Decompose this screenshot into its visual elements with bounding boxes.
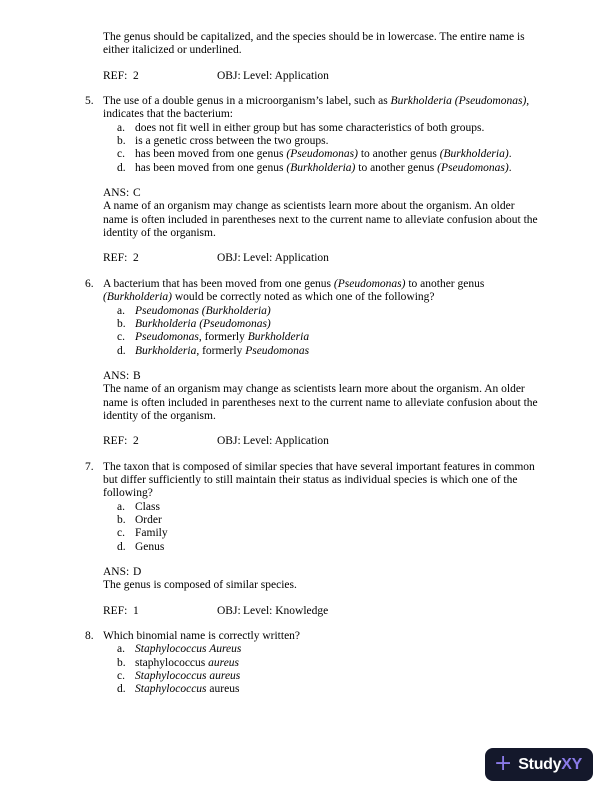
italic-text: aureus [208,656,240,669]
option-row [117,527,555,540]
option-row [117,541,555,554]
option-row [117,331,555,344]
italic-text: Burkholderia (Pseudomonas) [135,317,271,330]
text-run: The genus should be capitalized, and the species should be in lowercase. The entire name is [103,31,525,43]
italic-text: Burkholderia [135,344,197,357]
italic-text: (Burkholderia) [103,291,172,304]
text-run: to another genus [357,148,440,161]
stem-line [103,278,555,291]
ref-line [103,605,555,618]
text-run: has been moved from one genus [135,148,287,161]
text-run: would be correctly noted as which one of the following? [171,291,435,304]
option-text [135,514,555,527]
answer-line [103,187,555,200]
option-row [117,135,555,148]
text-run: aureus [206,683,240,696]
text-run: The taxon that is composed of similar species that have several important features in common [103,460,535,473]
option-letter: c. [117,148,125,161]
option-letter: c. [117,527,125,540]
ref-label: REF: [103,252,128,265]
obj-value: Level: Application [243,252,329,265]
option-text [135,345,555,358]
text-run: . [508,161,512,174]
text-run: , formerly [196,344,246,357]
option-row [117,162,555,175]
option-text [135,135,555,148]
italic-text: Pseudomonas (Burkholderia) [135,304,271,317]
ans-value: B [133,369,141,382]
option-row [117,501,555,514]
feedback-continuation [103,31,555,58]
option-text [135,148,555,161]
text-run: . [508,148,512,161]
text-run: A bacterium that has been moved from one genus [103,277,334,290]
option-row [117,122,555,135]
text-run: name is often included in parentheses next to the current name to alleviate confusion about the [103,396,538,409]
option-row [117,683,555,696]
brand-study: Study [518,755,562,773]
obj-value: Level: Application [243,69,329,82]
text-run: to another genus [405,277,485,290]
ans-value: D [133,566,142,578]
option-text [135,683,555,696]
text-run: Genus [135,540,165,553]
feedback-line [103,214,555,227]
option-text [135,331,555,344]
option-letter: b. [117,656,126,669]
feedback-line [103,44,555,57]
feedback-line [103,410,555,423]
obj-label: OBJ: [217,435,241,448]
ref-label: REF: [103,604,128,617]
obj-label: OBJ: [217,252,241,265]
italic-text: (Burkholderia) [286,161,356,174]
option-letter: a. [117,304,125,317]
stem-line [103,461,555,474]
ref-line [103,252,555,265]
feedback-line [103,579,555,592]
text-run: does not fit well in either group but has some characteristics of both groups. [135,121,485,134]
option-letter: b. [117,317,126,330]
italic-text: Pseudomonas [245,344,310,357]
text-run: either italicized or underlined. [103,44,242,57]
question-block [85,95,555,175]
question-body [103,630,555,697]
ans-label: ANS: [103,187,130,200]
text-run: name is often included in parentheses next to the current name to alleviate confusion about the [103,213,538,226]
option-text [135,541,555,554]
feedback-line [103,397,555,410]
question-body [103,95,555,175]
ans-label: ANS: [103,369,130,382]
ans-label: ANS: [103,566,130,578]
option-letter: c. [117,670,125,683]
option-letter: a. [117,500,125,513]
ref-line [103,70,555,83]
stem-line [103,487,555,500]
obj-label: OBJ: [217,69,241,82]
text-run: Family [135,527,168,540]
ref-label: REF: [103,69,128,82]
option-row [117,318,555,331]
question-body [103,461,555,554]
stem-line [103,474,555,487]
option-text [135,122,555,135]
question-block [85,461,555,554]
option-text [135,162,555,175]
option-letter: d. [117,540,126,553]
question-number: 8. [85,630,94,643]
brand-text [518,755,582,773]
stem-line [103,291,555,304]
italic-text: (Burkholderia) [439,148,509,161]
text-run: , formerly [198,331,248,344]
text-run: A name of an organism may change as scientists learn more about the organism. An older [103,200,515,213]
option-row [117,345,555,358]
italic-text: (Pseudomonas) [333,277,406,290]
stem-line [103,108,555,121]
text-run: identity of the organism. [103,227,216,240]
italic-text: Pseudomonas [135,331,199,344]
option-row [117,148,555,161]
option-letter: a. [117,643,125,656]
italic-text: Staphylococcus [135,683,207,696]
text-run: but differ sufficiently to still maintain their status as individual species is which one of the [103,473,518,486]
option-text [135,318,555,331]
option-text [135,305,555,318]
option-text [135,527,555,540]
option-letter: a. [117,121,125,134]
option-text [135,657,555,670]
text-run: following? [103,487,153,500]
ref-value: 2 [133,69,139,82]
question-body [103,278,555,358]
question-number: 7. [85,460,94,473]
italic-text: (Pseudomonas) [286,148,358,161]
answer-block [103,566,555,593]
plus-icon: + [493,750,513,776]
italic-text: Burkholderia (Pseudomonas), [390,95,530,108]
italic-text: (Pseudomonas) [437,161,509,174]
text-run: to another genus [355,161,438,174]
ref-value: 2 [133,252,139,265]
question-number: 5. [85,95,94,108]
ref-value: 2 [133,435,139,448]
option-text [135,670,555,683]
option-row [117,305,555,318]
option-letter: b. [117,135,126,148]
obj-value: Level: Knowledge [243,604,329,617]
ref-label: REF: [103,435,128,448]
italic-text: Burkholderia [247,331,310,344]
stem-line [103,95,555,108]
text-run: staphylococcus [135,656,209,669]
option-letter: d. [117,161,126,174]
italic-text: Staphylococcus Aureus [135,643,242,656]
feedback-line [103,200,555,213]
text-run: Order [135,513,162,526]
text-run: identity of the organism. [103,409,216,422]
option-row [117,670,555,683]
text-run: is a genetic cross between the two groups. [135,135,329,148]
question-block [85,630,555,697]
option-row [117,643,555,656]
question-number: 6. [85,277,94,290]
option-letter: d. [117,683,126,696]
answer-line [103,370,555,383]
document-content [85,31,555,697]
feedback-line [103,31,555,44]
text-run: Class [135,500,160,513]
answer-block [103,187,555,240]
ref-value: 1 [133,604,139,617]
text-run: The name of an organism may change as scientists learn more about the organism. An older [103,383,525,396]
text-run: Which binomial name is correctly written? [103,630,301,643]
option-row [117,514,555,527]
text-run: The use of a double genus in a microorganism’s label, such as [103,95,391,108]
text-run: indicates that the bacterium: [103,108,233,121]
obj-value: Level: Application [243,435,329,448]
obj-label: OBJ: [217,604,241,617]
stem-line [103,630,555,643]
feedback-line [103,383,555,396]
ans-value: C [133,187,141,200]
text-run: The genus is composed of similar species. [103,579,297,592]
option-text [135,643,555,656]
option-letter: b. [117,513,126,526]
option-letter: c. [117,331,125,344]
question-block [85,278,555,358]
feedback-line [103,227,555,240]
option-row [117,657,555,670]
ref-line [103,435,555,448]
text-run: has been moved from one genus [135,161,287,174]
answer-block [103,370,555,423]
answer-line [103,566,555,579]
option-letter: d. [117,344,126,357]
studyxy-logo-badge [485,748,593,781]
brand-xy: XY [561,755,582,773]
italic-text: Staphylococcus aureus [135,670,241,683]
option-text [135,501,555,514]
